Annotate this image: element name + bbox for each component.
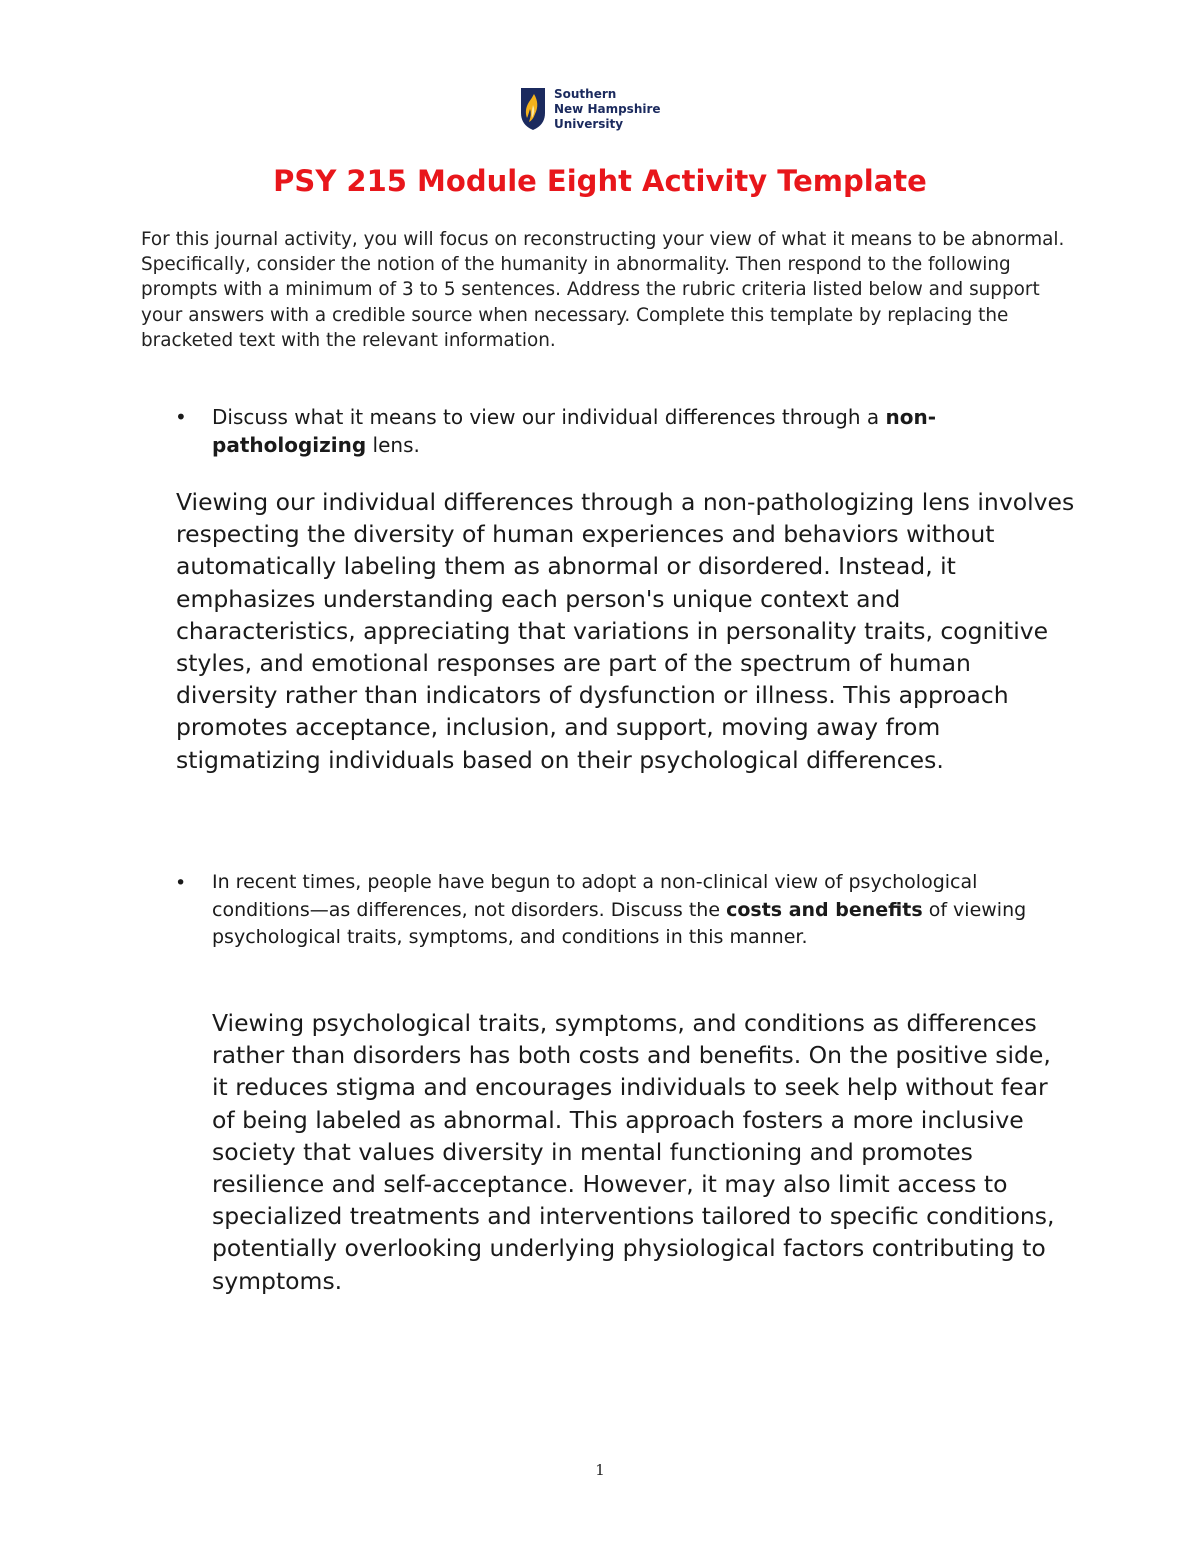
prompt-1-after: lens.	[366, 433, 420, 457]
page-title: PSY 215 Module Eight Activity Template	[273, 164, 927, 198]
answer-2: Viewing psychological traits, symptoms, and conditions as differences rather than disorders has both costs and benefits. On the positive side, it reduces stigma and encourages individuals to seek help without fear of being labeled as abnormal. This approach fosters a more inclusive society that values diversity in mental functioning and promotes resilience and self-acceptance. However, it may also limit access to specialized treatments and interventions tailored to specific conditions, potentially overlooking underlying physiological factors contributing to symptoms.	[212, 1009, 1055, 1295]
intro-paragraph: For this journal activity, you will focus on reconstructing your view of what it means to be abnormal. Specifically, consider the notion of the humanity in abnormality. Then respond to the following prompts with a minimum of 3 to 5 sentences. Address the rubric criteria listed below and support your answers with a credible source when necessary. Complete this template by replacing the bracketed text with the relevant information.	[141, 229, 1065, 351]
prompt-2-text	[212, 869, 1042, 952]
prompt-2-before: In recent times, people have begun to adopt a non-clinical view of psychological conditions—as differences, not disorders. Discuss the	[212, 871, 978, 921]
logo-line-2: New Hampshire	[554, 101, 661, 116]
logo-line-3: University	[554, 116, 624, 131]
prompt-2-emphasis: costs and benefits	[726, 898, 923, 921]
shield-flame-icon	[520, 87, 546, 131]
answer-1: Viewing our individual differences through a non-pathologizing lens involves respecting the diversity of human experiences and behaviors without automatically labeling them as abnormal or disordered. Instead, it emphasizes understanding each person's unique context and characteristics, appreciating that variations in personality traits, cognitive styles, and emotional responses are part of the spectrum of human diversity rather than indicators of dysfunction or illness. This approach promotes acceptance, inclusion, and support, moving away from stigmatizing individuals based on their psychological differences.	[176, 488, 1075, 774]
bullet-marker: •	[175, 872, 187, 894]
bullet-marker: •	[175, 405, 187, 429]
prompt-1-text	[212, 403, 1042, 459]
logo-line-1: Southern	[554, 86, 617, 101]
prompt-1-emphasis: non-pathologizing	[212, 405, 937, 457]
logo-wordmark	[554, 87, 661, 132]
university-logo	[520, 84, 690, 134]
prompt-1-before: Discuss what it means to view our individual differences through a	[212, 405, 886, 429]
page-number: 1	[595, 1461, 605, 1479]
prompt-2-after: of viewing psychological traits, symptoms, and conditions in this manner.	[212, 898, 1027, 948]
